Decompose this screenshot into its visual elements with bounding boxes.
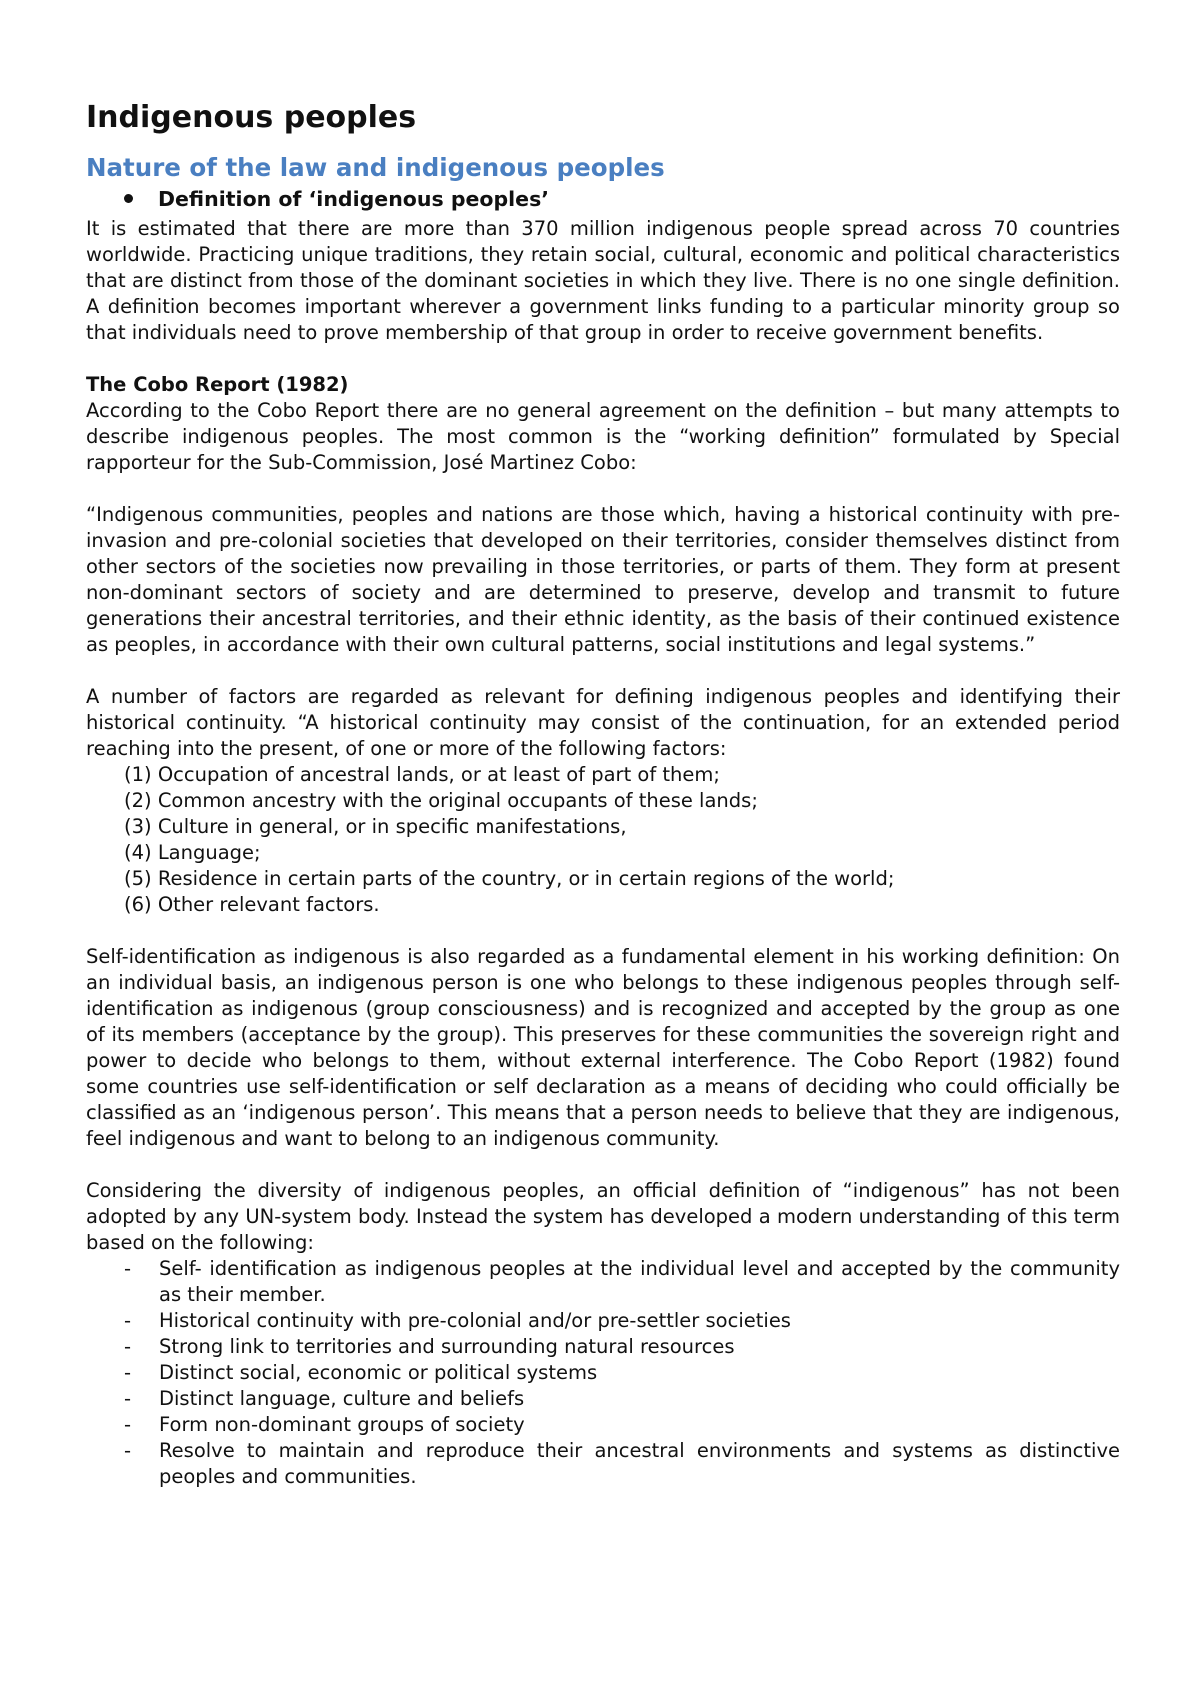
factors-paragraph: A number of factors are regarded as relevant for defining indigenous peoples and identifying their historical continuity. “A historical continuity may consist of the continuation, for an extended period reaching into the present, of one or more of the following factors: <box>86 685 1120 760</box>
dash-bullet-icon: - <box>124 1309 132 1332</box>
list-item <box>86 1360 1120 1386</box>
list-item: (3) Culture in general, or in specific manifestations, <box>124 815 627 838</box>
list-item <box>86 1308 1120 1334</box>
list-item-text: Distinct language, culture and beliefs <box>159 1387 525 1410</box>
dash-bullet-icon: - <box>124 1335 132 1358</box>
factors-list <box>86 762 1120 918</box>
criteria-list <box>86 1256 1120 1490</box>
cobo-paragraph: According to the Cobo Report there are no general agreement on the definition – but many attempts to describe indigenous peoples. The most common is the “working definition” formulated by Special rapporteur for the Sub-Commission, José Martinez Cobo: <box>86 399 1120 474</box>
list-item: (2) Common ancestry with the original occupants of these lands; <box>124 789 758 812</box>
list-item: (6) Other relevant factors. <box>124 893 380 916</box>
bullet-dot-icon <box>124 194 133 203</box>
document-title: Indigenous peoples <box>86 100 417 135</box>
list-item <box>86 1438 1120 1490</box>
dash-bullet-icon: - <box>124 1387 132 1410</box>
list-item: (4) Language; <box>124 841 261 864</box>
list-item <box>86 1412 1120 1438</box>
document-page <box>86 96 1120 1490</box>
list-item-text: Distinct social, economic or political systems <box>159 1361 598 1384</box>
dash-bullet-icon: - <box>124 1439 132 1462</box>
dash-bullet-icon: - <box>124 1361 132 1384</box>
list-item-text: Self- identification as indigenous peoples at the individual level and accepted by the community as their member. <box>159 1257 1120 1306</box>
bullet-heading-text: Definition of ‘indigenous peoples’ <box>158 187 550 211</box>
list-item-text: Strong link to territories and surrounding natural resources <box>159 1335 735 1358</box>
list-item: (5) Residence in certain parts of the country, or in certain regions of the world; <box>124 867 895 890</box>
cobo-report-heading: The Cobo Report (1982) <box>86 373 349 396</box>
dash-bullet-icon: - <box>124 1257 132 1280</box>
self-identification-paragraph: Self-identification as indigenous is also regarded as a fundamental element in his working definition: On an individual basis, an indigenous person is one who belongs to these indigenous peoples through self-identification as indigenous (group consciousness) and is recognized and accepted by the group as one of its members (acceptance by the group). This preserves for these communities the sovereign right and power to decide who belongs to them, without external interference. The Cobo Report (1982) found some countries use self-identification or self declaration as a means of deciding who could officially be classified as an ‘indigenous person’. This means that a person needs to believe that they are indigenous, feel indigenous and want to belong to an indigenous community. <box>86 945 1120 1150</box>
list-item-text: Resolve to maintain and reproduce their ancestral environments and systems as distinctive peoples and communities. <box>159 1439 1120 1488</box>
un-understanding-paragraph: Considering the diversity of indigenous peoples, an official definition of “indigenous” has not been adopted by any UN-system body. Instead the system has developed a modern understanding of this term based on the following: <box>86 1179 1120 1254</box>
bullet-heading <box>86 184 1120 214</box>
list-item: (1) Occupation of ancestral lands, or at least of part of them; <box>124 763 720 786</box>
list-item <box>86 1334 1120 1360</box>
working-definition-quote: “Indigenous communities, peoples and nations are those which, having a historical continuity with pre-invasion and pre-colonial societies that developed on their territories, consider themselves distinct from other sectors of the societies now prevailing in those territories, or parts of them. They form at present non-dominant sectors of society and are determined to preserve, develop and transmit to future generations their ancestral territories, and their ethnic identity, as the basis of their continued existence as peoples, in accordance with their own cultural patterns, social institutions and legal systems.” <box>86 503 1120 656</box>
list-item <box>86 1256 1120 1308</box>
section-heading: Nature of the law and indigenous peoples <box>86 153 665 182</box>
list-item-text: Historical continuity with pre-colonial and/or pre-settler societies <box>159 1309 791 1332</box>
list-item-text: Form non-dominant groups of society <box>159 1413 525 1436</box>
dash-bullet-icon: - <box>124 1413 132 1436</box>
intro-paragraph: It is estimated that there are more than 370 million indigenous people spread across 70 countries worldwide. Practicing unique traditions, they retain social, cultural, economic and political characteristics that are distinct from those of the dominant societies in which they live. There is no one single definition. A definition becomes important wherever a government links funding to a particular minority group so that individuals need to prove membership of that group in order to receive government benefits. <box>86 217 1120 344</box>
list-item <box>86 1386 1120 1412</box>
